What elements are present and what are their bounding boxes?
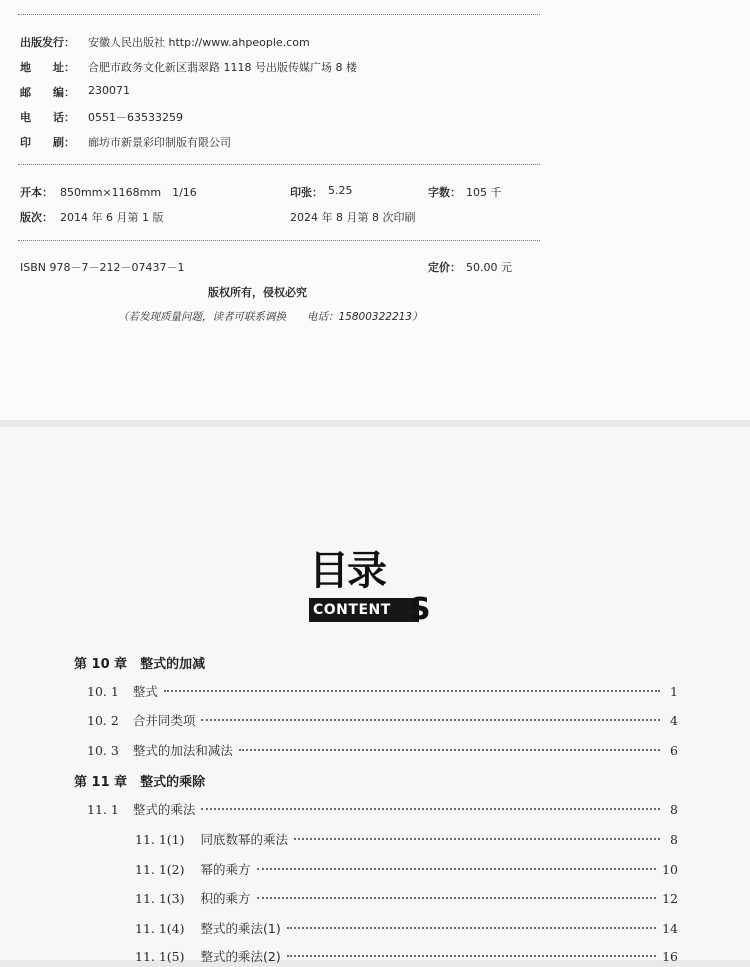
toc-entry-page: 4	[670, 713, 678, 728]
toc-subentry[interactable]	[135, 889, 678, 909]
chapter-heading: 第 11 章 整式的乘除	[74, 775, 206, 790]
toc-entry-page: 6	[670, 743, 678, 758]
edition-value: 2014 年 6 月第 1 版	[60, 211, 164, 224]
contents-logo	[309, 546, 441, 627]
toc-entry-number: 11. 1	[87, 802, 119, 817]
toc-entry-title: 积的乘方	[200, 891, 251, 906]
postcode-value: 230071	[88, 84, 130, 97]
toc-subentry[interactable]	[135, 919, 678, 939]
price-label: 定价：	[428, 261, 461, 274]
address-label: 地 址：	[20, 61, 75, 74]
leader-dots	[257, 897, 657, 899]
toc-entry[interactable]	[87, 711, 678, 731]
format-label: 开本：	[20, 186, 53, 199]
toc-entry-page: 16	[662, 949, 678, 964]
toc-entry-title: 幂的乘方	[200, 862, 251, 877]
printer-value: 廊坊市新景彩印制版有限公司	[88, 136, 231, 149]
toc-entry-title: 同底数幂的乘法	[200, 832, 289, 847]
toc-entry-page: 12	[662, 891, 678, 906]
leader-dots	[239, 749, 660, 751]
toc-entry-page: 14	[662, 921, 678, 936]
contents-logo-title: 目录	[309, 548, 385, 594]
toc-entry-title: 整式	[132, 684, 158, 699]
toc-entry-number: 11. 1(3)	[135, 891, 185, 906]
toc-entry[interactable]	[87, 800, 678, 820]
publisher-value: 安徽人民出版社 http://www.ahpeople.com	[88, 36, 310, 49]
leader-dots	[294, 838, 660, 840]
contents-logo-word: CONTENT	[313, 602, 391, 618]
chapter-heading: 第 10 章 整式的加减	[74, 657, 206, 672]
contents-logo-s: S	[409, 592, 431, 627]
toc-entry-page: 8	[670, 802, 678, 817]
address-value: 合肥市政务文化新区翡翠路 1118 号出版传媒广场 8 楼	[88, 61, 357, 74]
toc-entry-page: 1	[670, 684, 678, 699]
price-value: 50.00 元	[466, 261, 512, 274]
words-value: 105 千	[466, 186, 502, 199]
sheets-value: 5.25	[328, 184, 353, 197]
toc-entry-number: 11. 1(1)	[135, 832, 185, 847]
toc-entry-number: 10. 3	[87, 743, 119, 758]
leader-dots	[164, 690, 660, 692]
isbn: ISBN 978－7－212－07437－1	[20, 261, 185, 274]
toc-subentry[interactable]	[135, 947, 678, 967]
printer-label: 印 刷：	[20, 136, 75, 149]
toc-entry-title: 整式的乘法(1)	[200, 921, 281, 936]
leader-dots	[257, 868, 657, 870]
toc-entry-page: 10	[662, 862, 678, 877]
toc-entry-page: 8	[670, 832, 678, 847]
leader-dots	[287, 955, 656, 957]
leader-dots	[201, 719, 660, 721]
toc-entry-number: 11. 1(4)	[135, 921, 185, 936]
toc-entry-number: 11. 1(5)	[135, 949, 185, 964]
leader-dots	[201, 808, 660, 810]
publisher-label: 出版发行：	[20, 36, 75, 49]
format-value: 850mm×1168mm 1/16	[60, 186, 197, 199]
imprint-page	[0, 0, 750, 420]
phone-value: 0551－63533259	[88, 111, 183, 124]
phone-label: 电 话：	[20, 111, 75, 124]
words-label: 字数：	[428, 186, 461, 199]
toc-entry[interactable]	[87, 682, 678, 702]
edition-label: 版次：	[20, 211, 53, 224]
quality-note: （若发现质量问题，读者可联系调换 电话：15800322213）	[118, 311, 423, 323]
toc-entry-title: 合并同类项	[132, 713, 196, 728]
dotted-divider	[18, 14, 540, 15]
copyright-notice: 版权所有，侵权必究	[208, 286, 307, 299]
toc-entry-title: 整式的乘法	[132, 802, 196, 817]
toc-subentry[interactable]	[135, 830, 678, 850]
toc-subentry[interactable]	[135, 860, 678, 880]
dotted-divider	[18, 240, 540, 241]
leader-dots	[287, 927, 656, 929]
toc-entry-number: 11. 1(2)	[135, 862, 185, 877]
toc-entry-title: 整式的乘法(2)	[200, 949, 281, 964]
postcode-label: 邮 编：	[20, 86, 75, 99]
dotted-divider	[18, 164, 540, 165]
toc-entry-title: 整式的加法和减法	[132, 743, 233, 758]
toc-entry[interactable]	[87, 741, 678, 761]
toc-entry-number: 10. 1	[87, 684, 119, 699]
toc-entry-number: 10. 2	[87, 713, 119, 728]
printing-value: 2024 年 8 月第 8 次印刷	[290, 211, 416, 224]
sheets-label: 印张：	[290, 186, 323, 199]
